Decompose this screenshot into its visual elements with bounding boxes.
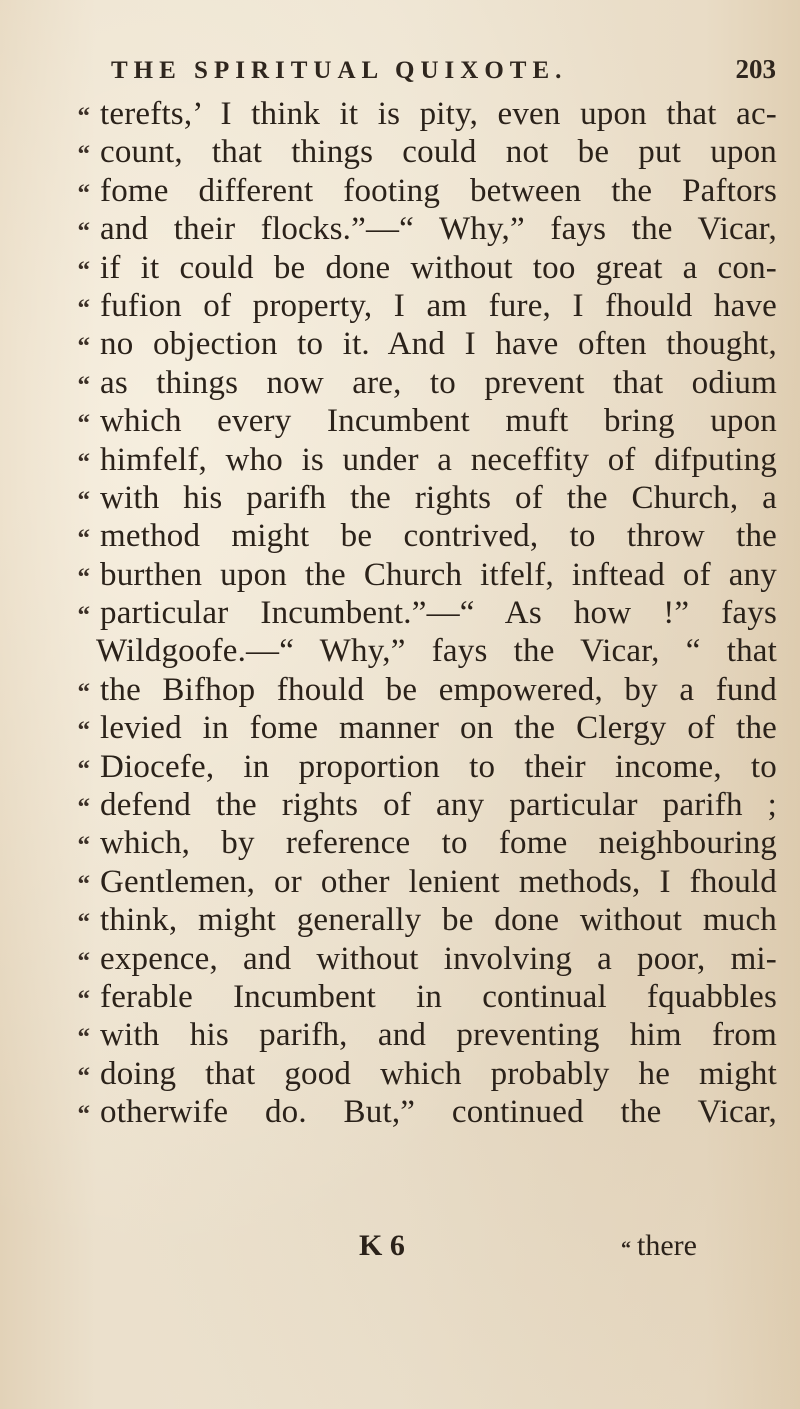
signature-mark: K 6 [359, 1229, 405, 1262]
catchword [621, 1229, 697, 1263]
line-text: ferable Incumbent in continual fquabbles [100, 978, 777, 1015]
line-text: terefts,’ I think it is pity, even upon that ac- [100, 96, 777, 132]
quote-mark: “ [77, 486, 90, 514]
line-text: as things now are, to prevent that odium [100, 364, 777, 401]
line-text: think, might generally be done without much [100, 902, 777, 939]
quote-mark: “ [77, 294, 90, 322]
text-line [50, 864, 777, 902]
running-title: THE SPIRITUAL QUIXOTE. [111, 57, 568, 84]
quote-mark: “ [77, 678, 90, 706]
line-text: if it could be done without too great a con- [100, 249, 777, 286]
text-line [50, 595, 777, 633]
text-line [50, 557, 777, 595]
quote-mark: “ [77, 103, 90, 130]
text-line [50, 403, 777, 441]
catchword-quote: “ [621, 1238, 631, 1260]
text-line [50, 211, 777, 249]
body-text [50, 96, 777, 1133]
line-text: himfelf, who is under a neceffity of difputing [100, 441, 777, 478]
text-line [50, 787, 777, 825]
line-text: which, by reference to fome neighbouring [100, 825, 777, 862]
text-line [50, 173, 777, 211]
line-text: burthen upon the Church itfelf, inftead of any [100, 556, 777, 593]
line-text: count, that things could not be put upon [100, 134, 777, 171]
text-line [50, 941, 777, 979]
quote-mark: “ [77, 525, 90, 553]
line-text: Diocefe, in proportion to their income, to [100, 748, 777, 785]
line-text: and their flocks.”—“ Why,” fays the Vicar, [100, 211, 777, 248]
quote-mark: “ [77, 832, 90, 860]
line-text: no objection to it. And I have often thought, [100, 326, 777, 363]
text-line [50, 672, 777, 710]
text-line [50, 442, 777, 480]
text-line [50, 480, 777, 518]
catchword-text: there [637, 1229, 697, 1262]
line-text: method might be contrived, to throw the [100, 518, 777, 555]
page-number: 203 [735, 54, 776, 84]
quote-mark: “ [77, 563, 90, 591]
text-line [50, 902, 777, 940]
quote-mark: “ [77, 985, 90, 1013]
text-line [50, 326, 777, 364]
quote-mark: “ [77, 717, 90, 745]
quote-mark: “ [77, 870, 90, 898]
line-text: Gentlemen, or other lenient methods, I fhould [100, 863, 777, 900]
quote-mark: “ [77, 333, 90, 361]
quote-mark: “ [77, 410, 90, 438]
quote-mark: “ [77, 1024, 90, 1052]
quote-mark: “ [77, 909, 90, 937]
quote-mark: “ [77, 179, 90, 207]
line-text: with his parifh the rights of the Church, a [100, 479, 777, 516]
line-text: defend the rights of any particular parifh ; [100, 787, 777, 824]
line-text: expence, and without involving a poor, mi- [100, 940, 777, 977]
text-line [50, 288, 777, 326]
text-line [50, 518, 777, 556]
quote-mark: “ [77, 602, 90, 630]
line-text: fome different footing between the Paftors [100, 172, 777, 209]
text-line [50, 825, 777, 863]
line-text: Wildgoofe.—“ Why,” fays the Vicar, “ that [96, 633, 777, 670]
line-text: doing that good which probably he might [100, 1055, 777, 1092]
text-line [50, 710, 777, 748]
line-text: which every Incumbent muft bring upon [100, 403, 777, 440]
line-text: the Bifhop fhould be empowered, by a fund [100, 671, 777, 708]
line-text: levied in fome manner on the Clergy of the [100, 710, 777, 747]
text-line [50, 1056, 777, 1094]
quote-mark: “ [77, 371, 90, 399]
text-line [50, 1017, 777, 1055]
text-line [50, 1094, 777, 1132]
quote-mark: “ [77, 448, 90, 476]
text-line [50, 250, 777, 288]
quote-mark: “ [77, 141, 90, 169]
text-line [50, 365, 777, 403]
line-text: with his parifh, and preventing him from [100, 1017, 777, 1054]
line-text: particular Incumbent.”—“ As how !” fays [100, 595, 777, 632]
quote-mark: “ [77, 794, 90, 822]
running-head [111, 54, 776, 88]
text-line [50, 749, 777, 787]
line-text: fufion of property, I am fure, I fhould have [100, 287, 777, 324]
text-line [50, 96, 777, 134]
quote-mark: “ [77, 755, 90, 783]
quote-mark: “ [77, 256, 90, 284]
quote-mark: “ [77, 1062, 90, 1090]
line-text: otherwife do. But,” continued the Vicar, [100, 1094, 777, 1131]
quote-mark: “ [77, 947, 90, 975]
quote-mark: “ [77, 218, 90, 246]
text-line [50, 979, 777, 1017]
text-line [50, 134, 777, 172]
quote-mark: “ [77, 1101, 90, 1129]
text-line [50, 633, 777, 671]
